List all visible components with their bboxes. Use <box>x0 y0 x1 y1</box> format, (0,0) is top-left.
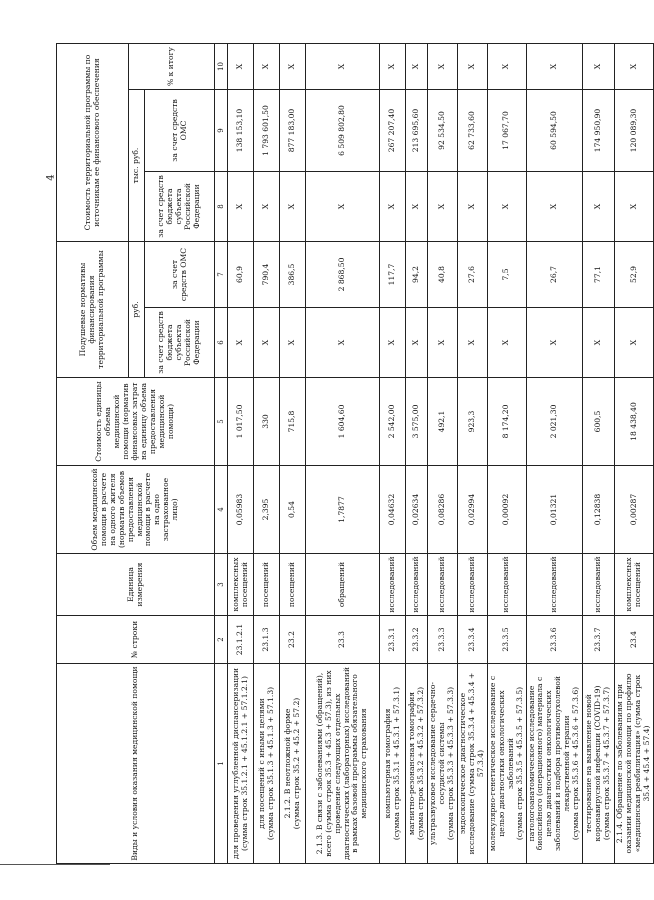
row-formula: (сумма строк 35.1.3 + 45.1.3 + 57.1.3) <box>265 686 275 841</box>
norm-budget-cell: X <box>306 308 380 378</box>
row-formula: (сумма строк 35.1.2.1 + 45.1.2.1 + 57.1.2.1) <box>239 675 249 852</box>
volume-cell: 0,54 <box>280 466 306 554</box>
table-row <box>280 44 306 864</box>
volume-cell: 0,02994 <box>457 466 487 554</box>
row-formula: (сумма строк 35.3.5 + 45.3.5 + 57.3.5) <box>514 686 524 841</box>
total-budget-cell: X <box>280 172 306 242</box>
row-name: ультразвуковое исследование сердечно-сосудистой системы <box>428 682 446 845</box>
total-budget-cell: X <box>615 172 654 242</box>
total-oms-cell: 60 594,50 <box>526 90 583 172</box>
table-row <box>615 44 654 864</box>
column-index: 2 <box>215 616 228 664</box>
table-row <box>406 44 428 864</box>
row-name: для проведения углубленной диспансеризации <box>230 667 240 860</box>
table-row <box>306 44 380 864</box>
row-name-cell <box>306 664 380 864</box>
volume-cell: 0,12838 <box>583 466 615 554</box>
unit-cost-cell: 8 174,20 <box>487 378 526 466</box>
row-number-cell: 23.3.1 <box>380 616 406 664</box>
norm-budget-cell: X <box>428 308 458 378</box>
total-budget-cell: X <box>457 172 487 242</box>
percent-cell: X <box>380 44 406 90</box>
total-oms-cell: 17 067,70 <box>487 90 526 172</box>
norm-budget-cell: X <box>254 308 280 378</box>
unit-cell: обращений <box>306 554 380 616</box>
row-name-cell <box>457 664 487 864</box>
percent-cell: X <box>615 44 654 90</box>
column-index: 7 <box>215 242 228 308</box>
header-norms-oms: за счет средств ОМС <box>145 242 215 308</box>
norm-oms-cell: 790,4 <box>254 242 280 308</box>
column-index: 10 <box>215 44 228 90</box>
row-number-cell: 23.1.3 <box>254 616 280 664</box>
row-number-cell: 23.3.2 <box>406 616 428 664</box>
volume-cell: 0,08286 <box>428 466 458 554</box>
norm-oms-cell: 77,1 <box>583 242 615 308</box>
unit-cell: исследований <box>406 554 428 616</box>
row-name-cell <box>615 664 654 864</box>
norm-oms-cell: 60,9 <box>228 242 254 308</box>
column-index: 9 <box>215 90 228 172</box>
total-oms-cell: 213 695,60 <box>406 90 428 172</box>
row-name: 2.1.3. В связи с заболеваниями (обращений), всего (сумма строк 35.3 + 45.3 + 57.3), из них проведение следующих отдельных диагностических (лабораторных) исследований в рамках базовой программы обязательного медицинского страхования <box>314 666 369 861</box>
unit-cost-cell: 923,3 <box>457 378 487 466</box>
row-name-cell <box>254 664 280 864</box>
row-number-cell: 23.3.3 <box>428 616 458 664</box>
row-name-cell <box>583 664 615 864</box>
row-name: 2.1.2. В неотложной форме <box>282 708 292 819</box>
header-total-oms: за счет средств ОМС <box>145 90 215 172</box>
unit-cost-cell: 2 021,30 <box>526 378 583 466</box>
total-oms-cell: 267 207,40 <box>380 90 406 172</box>
total-oms-cell: 92 534,50 <box>428 90 458 172</box>
header-unit: Единица измерения <box>57 554 215 616</box>
percent-cell: X <box>487 44 526 90</box>
percent-cell: X <box>280 44 306 90</box>
total-oms-cell: 120 089,30 <box>615 90 654 172</box>
header-total-cost: Стоимость территориальной программы по источникам ее финансового обеспечения <box>57 44 129 242</box>
table-row <box>254 44 280 864</box>
norm-budget-cell: X <box>583 308 615 378</box>
row-number-cell: 23.4 <box>615 616 654 664</box>
column-index: 6 <box>215 308 228 378</box>
percent-cell: X <box>254 44 280 90</box>
row-formula: (сумма строк 35.3.7 + 45.3.7 + 57.3.7) <box>602 686 612 841</box>
norm-budget-cell: X <box>380 308 406 378</box>
volume-cell: 1,7877 <box>306 466 380 554</box>
total-oms-cell: 1 793 601,50 <box>254 90 280 172</box>
total-oms-cell: 174 950,90 <box>583 90 615 172</box>
total-budget-cell: X <box>306 172 380 242</box>
row-name-cell <box>487 664 526 864</box>
row-name-cell <box>380 664 406 864</box>
unit-cost-cell: 3 575,00 <box>406 378 428 466</box>
norm-oms-cell: 52,9 <box>615 242 654 308</box>
norm-budget-cell: X <box>615 308 654 378</box>
unit-cost-cell: 492,1 <box>428 378 458 466</box>
row-formula: (сумма строк 35.2 + 45.2 + 57.2) <box>291 697 301 830</box>
row-name: тестирование на выявление новой коронавирусной инфекции (COVID-19) <box>584 685 603 842</box>
norm-oms-cell: 40,8 <box>428 242 458 308</box>
program-cost-table <box>56 43 654 864</box>
row-formula: (сумма строк 35.3.1 + 45.3.1 + 57.3.1) <box>391 686 401 841</box>
row-number-cell: 23.3 <box>306 616 380 664</box>
column-index: 8 <box>215 172 228 242</box>
volume-cell: 2,395 <box>254 466 280 554</box>
unit-cost-cell: 1 017,50 <box>228 378 254 466</box>
norm-oms-cell: 94,2 <box>406 242 428 308</box>
row-formula: (сумма строк 35.3.3 + 45.3.3 + 57.3.3) <box>445 686 455 841</box>
total-oms-cell: 877 183,00 <box>280 90 306 172</box>
table-row <box>457 44 487 864</box>
row-name: эндоскопическое диагностическое исследование (сумма строк 35.3.4 + 45.3.4 + 57.3.4) <box>457 672 485 855</box>
unit-cell: исследований <box>380 554 406 616</box>
norm-budget-cell: X <box>228 308 254 378</box>
table-row <box>526 44 583 864</box>
volume-cell: 0,00092 <box>487 466 526 554</box>
row-name-cell <box>428 664 458 864</box>
total-budget-cell: X <box>380 172 406 242</box>
norm-budget-cell: X <box>280 308 306 378</box>
header-cost: Стоимость единицы объема медицинской помощи (норматив финансовых затрат на единицу объема предоставления медицинской помощи) <box>57 378 215 466</box>
percent-cell: X <box>583 44 615 90</box>
row-number-cell: 23.3.7 <box>583 616 615 664</box>
row-name-cell <box>406 664 428 864</box>
rotated-table-container <box>56 44 652 864</box>
norm-budget-cell: X <box>406 308 428 378</box>
table-row <box>428 44 458 864</box>
unit-cell: посещений <box>280 554 306 616</box>
row-number-cell: 23.1.2.1 <box>228 616 254 664</box>
page-number: 4 <box>45 174 57 181</box>
percent-cell: X <box>306 44 380 90</box>
percent-cell: X <box>457 44 487 90</box>
total-budget-cell: X <box>526 172 583 242</box>
percent-cell: X <box>406 44 428 90</box>
unit-cost-cell: 18 438,40 <box>615 378 654 466</box>
column-index: 1 <box>215 664 228 864</box>
row-name-cell <box>280 664 306 864</box>
total-oms-cell: 138 153,10 <box>228 90 254 172</box>
total-oms-cell: 62 733,60 <box>457 90 487 172</box>
volume-cell: 0,05983 <box>228 466 254 554</box>
row-name: 2.1.4. Обращение по заболеваниям при оказании медицинской помощи по профилю «медицинская реабилитация» (сумма строк 35.4 + 45.4 + 57.4) <box>615 673 652 854</box>
row-number-cell: 23.2 <box>280 616 306 664</box>
total-budget-cell: X <box>406 172 428 242</box>
unit-cost-cell: 600,5 <box>583 378 615 466</box>
row-number-cell: 23.3.4 <box>457 616 487 664</box>
table-body <box>228 44 654 864</box>
header-norms-unit: руб. <box>129 242 145 378</box>
column-index: 3 <box>215 554 228 616</box>
header-percent: % к итогу <box>129 44 215 90</box>
header-total-unit: тыс. руб. <box>129 90 145 242</box>
volume-cell: 0,02634 <box>406 466 428 554</box>
norm-oms-cell: 386,5 <box>280 242 306 308</box>
row-name-cell <box>526 664 583 864</box>
norm-oms-cell: 7,5 <box>487 242 526 308</box>
norm-budget-cell: X <box>457 308 487 378</box>
header-volume: Объем медицинской помощи в расчете на одного жителя (норматив объемов предоставления медицинской помощи в расчете на одно застрахованное лицо) <box>57 466 215 554</box>
unit-cell: исследований <box>487 554 526 616</box>
percent-cell: X <box>228 44 254 90</box>
volume-cell: 0,00287 <box>615 466 654 554</box>
table-row <box>583 44 615 864</box>
norm-oms-cell: 2 868,50 <box>306 242 380 308</box>
unit-cell: комплексных посещений <box>228 554 254 616</box>
total-oms-cell: 6 509 802,80 <box>306 90 380 172</box>
total-budget-cell: X <box>228 172 254 242</box>
unit-cost-cell: 330 <box>254 378 280 466</box>
unit-cell: исследований <box>428 554 458 616</box>
row-name: для посещений с иными целями <box>256 698 266 829</box>
row-name: патологоанатомическое исследование биопсийного (операционного) материала с целью диагностики онкологических заболеваний и подбора противоопухолевой лекарственной терапии <box>526 675 572 852</box>
row-number-cell: 23.3.5 <box>487 616 526 664</box>
total-budget-cell: X <box>428 172 458 242</box>
unit-cell: исследований <box>526 554 583 616</box>
header-total-budget: за счет средств бюджета субъекта Российской Федерации <box>145 172 215 242</box>
unit-cell: посещений <box>254 554 280 616</box>
header-types: Виды и условия оказания медицинской помощи <box>57 664 215 864</box>
unit-cell: исследований <box>583 554 615 616</box>
unit-cost-cell: 2 542,00 <box>380 378 406 466</box>
percent-cell: X <box>526 44 583 90</box>
total-budget-cell: X <box>487 172 526 242</box>
row-name: магнитно-резонансная томография <box>406 691 416 836</box>
volume-cell: 0,01321 <box>526 466 583 554</box>
unit-cell: комплексных посещений <box>615 554 654 616</box>
row-formula: (сумма строк 35.3.2 + 45.3.2 + 57.3.2) <box>415 686 425 841</box>
table-row <box>228 44 254 864</box>
row-formula: (сумма строк 35.3.6 + 45.3.6 + 57.3.6) <box>571 686 581 841</box>
row-number-cell: 23.3.6 <box>526 616 583 664</box>
norm-oms-cell: 117,7 <box>380 242 406 308</box>
norm-oms-cell: 26,7 <box>526 242 583 308</box>
column-index: 5 <box>215 378 228 466</box>
total-budget-cell: X <box>254 172 280 242</box>
column-index-row <box>215 44 228 864</box>
row-name: компьютерная томография <box>382 708 392 819</box>
unit-cost-cell: 1 604,60 <box>306 378 380 466</box>
norm-oms-cell: 27,6 <box>457 242 487 308</box>
total-budget-cell: X <box>583 172 615 242</box>
unit-cell: исследований <box>457 554 487 616</box>
table-row <box>380 44 406 864</box>
percent-cell: X <box>428 44 458 90</box>
footer-rule <box>0 864 110 865</box>
norm-budget-cell: X <box>526 308 583 378</box>
norm-budget-cell: X <box>487 308 526 378</box>
table-row <box>487 44 526 864</box>
row-name-cell <box>228 664 254 864</box>
volume-cell: 0,04632 <box>380 466 406 554</box>
row-name: молекулярно-генетическое исследование с целью диагностики онкологических заболеваний <box>487 675 515 852</box>
column-index: 4 <box>215 466 228 554</box>
header-norms: Подушевые нормативы финансирования территориальной программы <box>57 242 129 378</box>
unit-cost-cell: 715,8 <box>280 378 306 466</box>
header-norms-budget: за счет средств бюджета субъекта Российской Федерации <box>145 308 215 378</box>
header-row-no: № строки <box>57 616 215 664</box>
